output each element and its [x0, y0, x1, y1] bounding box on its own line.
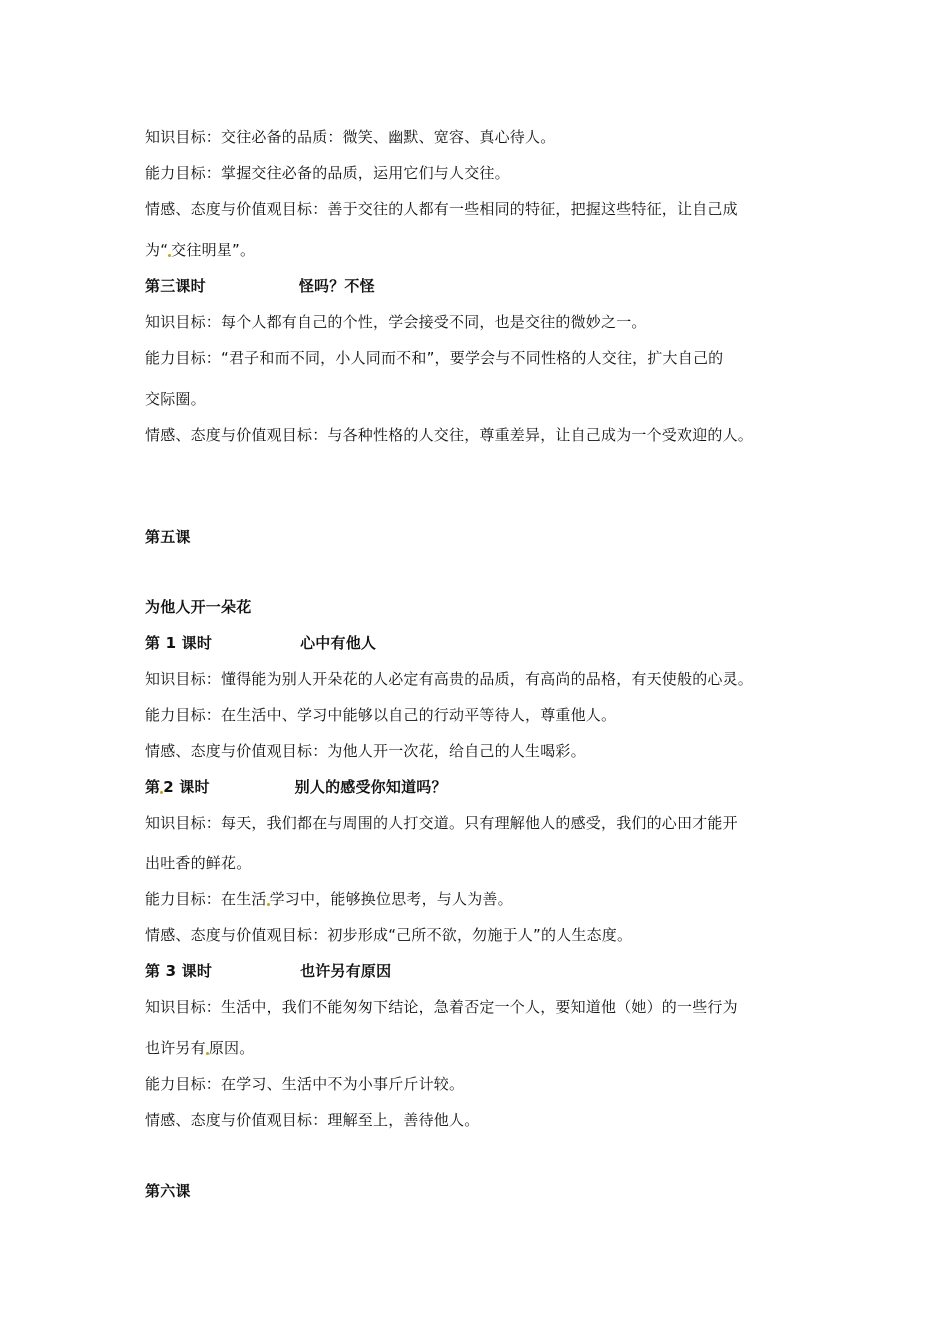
knowledge-goal-line: 知识目标：生活中，我们不能匆匆下结论，急着否定一个人，要知道他（她）的一些行为 — [145, 998, 738, 1016]
lesson-number: 第 3 课时 — [145, 962, 213, 980]
lesson-number: 2 课时 — [163, 778, 210, 796]
text-fragment: 交往明星”。 — [171, 241, 256, 259]
attitude-goal-line: 情感、态度与价值观目标：为他人开一次花，给自己的人生喝彩。 — [145, 742, 586, 760]
attitude-goal-line: 情感、态度与价值观目标：善于交往的人都有一些相同的特征，把握这些特征，让自己成 — [145, 200, 738, 218]
attitude-goal-line: 情感、态度与价值观目标：与各种性格的人交往，尊重差异，让自己成为一个受欢迎的人。 — [145, 426, 754, 444]
lesson-number: 第三课时 — [145, 277, 206, 295]
lesson-heading — [145, 276, 815, 296]
lesson-heading — [145, 961, 815, 981]
knowledge-goal-line: 知识目标：交往必备的品质：微笑、幽默、宽容、真心待人。 — [145, 128, 556, 146]
text-fragment: 也许另有 — [145, 1039, 206, 1057]
lesson-number: 第 1 课时 — [145, 634, 213, 652]
chapter-heading: 第六课 — [145, 1182, 191, 1200]
ability-goal-continuation: 交际圈。 — [145, 390, 206, 408]
attitude-goal-continuation — [145, 240, 815, 260]
text-fragment: 原因。 — [208, 1039, 255, 1057]
knowledge-goal-continuation: 出吐香的鲜花。 — [145, 854, 252, 872]
ability-goal-line: 能力目标：掌握交往必备的品质，运用它们与人交往。 — [145, 164, 510, 182]
lesson-heading — [145, 777, 815, 797]
lesson-number: 第 — [145, 778, 161, 796]
lesson-title: 怪吗？不怪 — [298, 277, 375, 295]
knowledge-goal-line: 知识目标：每个人都有自己的个性，学会接受不同，也是交往的微妙之一。 — [145, 313, 647, 331]
ability-goal-line: 能力目标：在生活中、学习中能够以自己的行动平等待人，尊重他人。 — [145, 706, 617, 724]
unit-title: 为他人开一朵花 — [145, 598, 252, 616]
chapter-heading: 第五课 — [145, 528, 191, 546]
knowledge-goal-line: 知识目标：懂得能为别人开朵花的人必定有高贵的品质，有高尚的品格，有天使般的心灵。 — [145, 670, 754, 688]
ability-goal-line: 能力目标：“君子和而不同，小人同而不和”，要学会与不同性格的人交往，扩大自己的 — [145, 349, 724, 367]
knowledge-goal-continuation — [145, 1038, 815, 1058]
ability-goal-line — [145, 889, 815, 909]
lesson-title: 心中有他人 — [300, 634, 377, 652]
text-fragment: 学习中，能够换位思考，与人为善。 — [269, 890, 513, 908]
lesson-title: 也许另有原因 — [300, 962, 392, 980]
attitude-goal-line: 情感、态度与价值观目标：初步形成“己所不欲，勿施于人”的人生态度。 — [145, 926, 633, 944]
lesson-title: 别人的感受你知道吗？ — [294, 778, 447, 796]
knowledge-goal-line: 知识目标：每天，我们都在与周围的人打交道。只有理解他人的感受，我们的心田才能开 — [145, 814, 738, 832]
ability-goal-line: 能力目标：在学习、生活中不为小事斤斤计较。 — [145, 1075, 465, 1093]
lesson-heading — [145, 633, 815, 653]
text-fragment: 为“ — [145, 241, 169, 259]
attitude-goal-line: 情感、态度与价值观目标：理解至上，善待他人。 — [145, 1111, 480, 1129]
text-fragment: 能力目标：在生活 — [145, 890, 267, 908]
